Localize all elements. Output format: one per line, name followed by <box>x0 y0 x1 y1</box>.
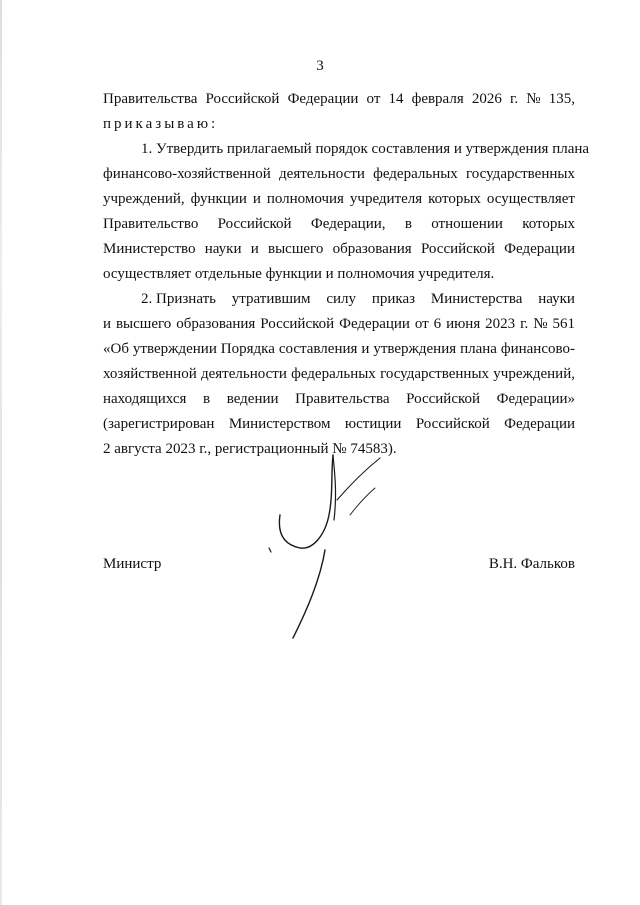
word: 2026 <box>471 91 502 107</box>
word: 561 <box>552 316 575 332</box>
word: функции <box>190 191 247 207</box>
word: и <box>361 341 370 357</box>
word: г. <box>520 316 529 332</box>
word: Министерством <box>228 416 331 432</box>
word: плана <box>460 341 497 357</box>
item2-line-1 <box>141 289 575 309</box>
word: (зарегистрирован <box>103 416 215 432</box>
word: составления <box>278 341 358 357</box>
word: утратившим <box>231 291 311 307</box>
word: Российской <box>406 391 481 407</box>
word: Российской <box>217 216 292 232</box>
item1-line-5 <box>103 239 575 259</box>
word: Федерации <box>287 91 359 107</box>
word: Правительства <box>295 391 390 407</box>
intro-line-2: приказываю: <box>103 116 219 132</box>
word: образования <box>332 241 412 257</box>
word: в <box>404 216 412 232</box>
item1-line-3 <box>103 189 575 209</box>
item2-line-4 <box>103 364 575 384</box>
word: образования <box>176 316 256 332</box>
word: 2023 <box>485 316 516 332</box>
scan-edge <box>0 0 2 905</box>
word: учредителя <box>349 191 423 207</box>
word: силу <box>326 291 357 307</box>
signatory-name: В.Н. Фальков <box>488 556 575 572</box>
word: финансово- <box>500 341 575 357</box>
item1-line-2 <box>103 164 575 184</box>
word: науки <box>204 241 242 257</box>
word: Федерации <box>504 416 575 432</box>
word: юстиции <box>344 416 402 432</box>
word: утверждения <box>373 341 457 357</box>
word: № <box>526 91 541 107</box>
word: Российской <box>260 316 335 332</box>
word: Порядка <box>220 341 275 357</box>
word: государственных <box>466 166 575 182</box>
word: 6 <box>433 316 442 332</box>
word: учреждений, <box>493 366 575 382</box>
word: июня <box>446 316 481 332</box>
word: от <box>366 91 381 107</box>
word: отношении <box>431 216 503 232</box>
word: Министерства <box>430 291 523 307</box>
word: 2. Признать <box>141 291 216 307</box>
word: февраля <box>411 91 464 107</box>
word: в <box>203 391 211 407</box>
word: осуществляет <box>486 191 575 207</box>
word: и <box>250 241 259 257</box>
word: финансово-хозяйственной <box>103 166 271 182</box>
word: «Об <box>103 341 129 357</box>
word: Российской <box>205 91 280 107</box>
word: 14 <box>388 91 404 107</box>
word: высшего <box>268 241 324 257</box>
word: Федерации <box>339 316 410 332</box>
word: и <box>103 316 112 332</box>
item2-line-6 <box>103 414 575 434</box>
word: ведении <box>226 391 279 407</box>
signatory-position: Министр <box>103 556 162 572</box>
word: Федерации <box>504 241 575 257</box>
word: хозяйственной <box>103 366 197 382</box>
word: 135, <box>548 91 575 107</box>
word: № <box>533 316 548 332</box>
word: которых <box>522 216 575 232</box>
word: Правительства <box>103 91 198 107</box>
item2-line-2 <box>103 314 575 334</box>
handwritten-signature <box>255 440 415 645</box>
word: федеральных <box>291 366 376 382</box>
word: Российской <box>415 416 490 432</box>
item1-line-1: 1. Утвердить прилагаемый порядок составления и утверждения плана <box>141 141 590 157</box>
word: науки <box>538 291 575 307</box>
word: Российской <box>420 241 495 257</box>
word: находящихся <box>103 391 187 407</box>
word: которых <box>428 191 481 207</box>
item2-line-7: 2 августа 2023 г., регистрационный № 74583). <box>103 441 397 457</box>
word: г. <box>509 91 519 107</box>
item2-line-5 <box>103 389 575 409</box>
word: высшего <box>115 316 172 332</box>
word: Федерации, <box>310 216 386 232</box>
word: утверждении <box>132 341 217 357</box>
word: приказ <box>371 291 416 307</box>
word: деятельности <box>200 366 287 382</box>
item1-line-6: осуществляет отдельные функции и полномочия учредителя. <box>103 266 495 282</box>
word: Министерство <box>103 241 196 257</box>
item2-line-3 <box>103 339 575 359</box>
word: учреждений, <box>103 191 185 207</box>
word: и <box>252 191 261 207</box>
word: полномочия <box>266 191 344 207</box>
page-number: 3 <box>316 58 324 74</box>
word: федеральных <box>373 166 458 182</box>
word: государственных <box>380 366 490 382</box>
word: деятельности <box>279 166 365 182</box>
word: от <box>414 316 429 332</box>
item1-line-4 <box>103 214 575 234</box>
intro-line-1 <box>103 89 575 109</box>
word: Правительство <box>103 216 199 232</box>
word: Федерации» <box>496 391 575 407</box>
